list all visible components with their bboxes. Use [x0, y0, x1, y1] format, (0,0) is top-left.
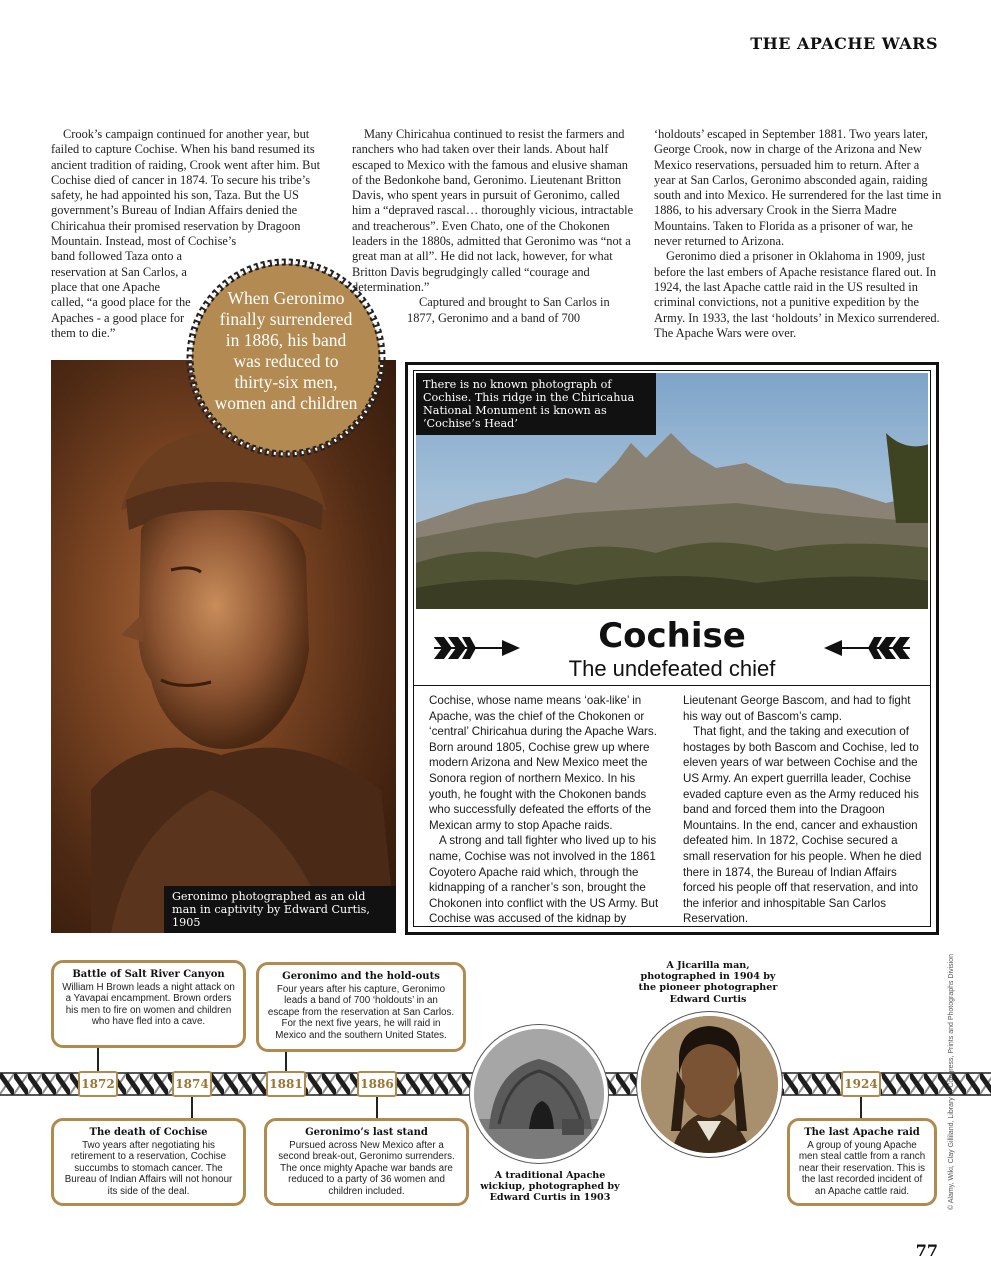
- paragraph: Many Chiricahua continued to resist the farmers and ranchers who had taken over their lands. About half escaped to Mexico with the famous and elusive shaman of the Bedonkohe band, Geronimo. Lieutenant Britton Davis, who spent years in pursuit of Geronimo, called him a “depraved rascal… thoroughly vicious, intractable and treacherous”. Even Chato, one of the Chokonen leaders in the 1880s, admitted that Geronimo was “not a great man at all”. He did not lack, however, for what Britton Davis begrudgingly called “courage and determination.”: [352, 127, 634, 294]
- article-column-3: [654, 127, 942, 341]
- cochise-head-photo: [416, 373, 928, 609]
- pull-quote: When Geronimo finally surrendered in 1886, his band was reduced to thirty-six men, women and children: [214, 288, 358, 413]
- year-marker: 1924: [841, 1071, 881, 1097]
- timeline-connector: [97, 1046, 99, 1071]
- credits-text: © Alamy, Wiki, Clay Gilliland, Library of Congress, Prints and Photographs Division: [948, 954, 955, 1210]
- paragraph: Lieutenant George Bascom, and had to fight his way out of Bascom’s camp.: [683, 694, 911, 723]
- timeline-connector: [376, 1097, 378, 1119]
- event-text: William H Brown leads a night attack on a Yavapai encampment. Brown orders his men to fire on women and children who have fled into a cave.: [62, 981, 235, 1027]
- cochise-sidebar: [405, 362, 939, 935]
- portrait-caption: Geronimo photographed as an old man in captivity by Edward Curtis, 1905: [164, 886, 396, 933]
- running-title: THE APACHE WARS: [750, 34, 938, 53]
- paragraph: Geronimo died a prisoner in Oklahoma in 1909, just before the last embers of Apache resistance flared out. In 1924, the last Apache cattle raid in the US resulted in criminal convictions, not a punitive expedition by the Army. In 1933, the last ‘holdouts’ in Mexico surrendered. The Apache Wars were over.: [654, 249, 940, 340]
- divider: [414, 685, 930, 686]
- sidebar-column-2: [683, 693, 927, 927]
- timeline-event-1881: [256, 962, 466, 1052]
- event-title: Geronimo and the hold-outs: [282, 971, 440, 982]
- event-title: The death of Cochise: [89, 1127, 208, 1138]
- paragraph: Crook’s campaign continued for another year, but failed to capture Cochise. When his band resumed its ancient tradition of raiding, Crook went after him. But Cochise died of cancer in 1874. To secure his tribe’s safety, he had appointed his son, Taza. But the US government’s Bureau of Indian Affairs denied the Chiricahua their promised reservation by Dragoon Mountain. Instead, most of Cochise’s: [51, 127, 321, 249]
- event-title: The last Apache raid: [804, 1127, 920, 1138]
- year-marker: 1881: [266, 1071, 306, 1097]
- sidebar-column-1: [429, 693, 669, 927]
- jicarilla-illustration: [641, 1016, 778, 1153]
- jicarilla-man-photo: [637, 1012, 782, 1157]
- sidebar-title: Cochise: [598, 616, 746, 656]
- timeline-event-1872: [51, 960, 246, 1048]
- event-text: Two years after negotiating his retirement to a reservation, Cochise succumbs to stomach cancer. The Bureau of Indian Affairs will not honour its side of the deal.: [64, 1139, 233, 1197]
- event-text: A group of young Apache men steal cattle from a ranch near their reservation. This is the last recorded incident of an Apache cattle raid.: [798, 1139, 926, 1197]
- year-marker: 1886: [357, 1071, 397, 1097]
- paragraph: ‘holdouts’ escaped in September 1881. Two years later, George Crook, now in charge of the Arizona and New Mexico reservations, persuaded him to return. After a year at San Carlos, Geronimo absconded again, raiding south and into Mexico. He surrendered for the last time in 1886, to his adversary Crook in the Sierra Madre Mountains. Taken to Florida as a prisoner of war, he never returned to Arizona.: [654, 127, 942, 249]
- paragraph: A strong and tall fighter who lived up to his name, Cochise was not involved in the 1861 Coyotero Apache raid which, through the kidnapping of a rancher’s son, brought the Chokonen into conflict with the US Army. But Cochise was accused of the kidnap by: [429, 834, 659, 926]
- timeline-event-1874: [51, 1118, 246, 1206]
- timeline-connector: [860, 1097, 862, 1119]
- timeline-event-1886: [264, 1118, 469, 1206]
- jicarilla-caption: A Jicarilla man, photographed in 1904 by the pioneer photographer Edward Curtis: [638, 960, 778, 1005]
- paragraph: That fight, and the taking and execution of hostages by both Bascom and Cochise, led to eleven years of war between Cochise and the US Army. An expert guerrilla leader, Cochise evaded capture even as the Army reduced his band and forced them into the Dragoon Mountains. In the end, cancer and exhaustion defeated him. In 1872, Cochise secured a small reservation for his people. When he died there in 1874, the Bureau of Indian Affairs forced his people off that reservation, and into the inferior and inhospitable San Carlos Reservation.: [683, 725, 922, 926]
- year-marker: 1874: [172, 1071, 212, 1097]
- year-marker: 1872: [78, 1071, 118, 1097]
- wickiup-caption: A traditional Apache wickiup, photographed by Edward Curtis in 1903: [480, 1170, 620, 1204]
- timeline-connector: [191, 1097, 193, 1119]
- event-text: Four years after his capture, Geronimo leads a band of 700 ‘holdouts’ in an escape from the reservation at San Carlos. For the next five years, he will raid in Mexico and the southern United States.: [267, 983, 455, 1041]
- sidebar-subtitle: The undefeated chief: [568, 656, 776, 681]
- wickiup-illustration: [474, 1029, 604, 1159]
- wickiup-photo: [470, 1025, 608, 1163]
- cochise-sidebar-inner: [413, 370, 931, 927]
- cochise-photo-caption: There is no known photograph of Cochise. This ridge in the Chiricahua National Monument is known as ‘Cochise’s Head’: [416, 373, 656, 435]
- timeline-event-1924: [787, 1118, 937, 1206]
- pull-quote-medallion: [186, 258, 386, 458]
- event-title: Geronimo’s last stand: [305, 1127, 428, 1138]
- timeline-connector: [285, 1051, 287, 1071]
- event-text: Pursued across New Mexico after a second break-out, Geronimo surrenders. The once mighty Apache war bands are reduced to a party of 36 women and children included.: [278, 1139, 455, 1197]
- paragraph: Captured and brought to San Carlos in 1877, Geronimo and a band of 700: [407, 295, 610, 325]
- paragraph: band followed Taza onto a reservation at San Carlos, a place that one Apache called, “a good place for the Apaches - a good place for them to die.”: [51, 249, 191, 340]
- paragraph: Cochise, whose name means ‘oak-like’ in Apache, was the chief of the Chokonen or ‘central’ Chiricahua during the Apache Wars. Born around 1805, Cochise grew up where modern Arizona and New Mexico meet the Sonora region of northern Mexico. In his youth, he fought with the Chokonen bands who successfully defeated the efforts of the Mexican army to stop Apache raids.: [429, 694, 657, 832]
- article-column-2: [352, 127, 637, 326]
- page-number: 77: [915, 1241, 938, 1260]
- event-title: Battle of Salt River Canyon: [72, 969, 225, 980]
- photo-credits: [948, 954, 962, 1210]
